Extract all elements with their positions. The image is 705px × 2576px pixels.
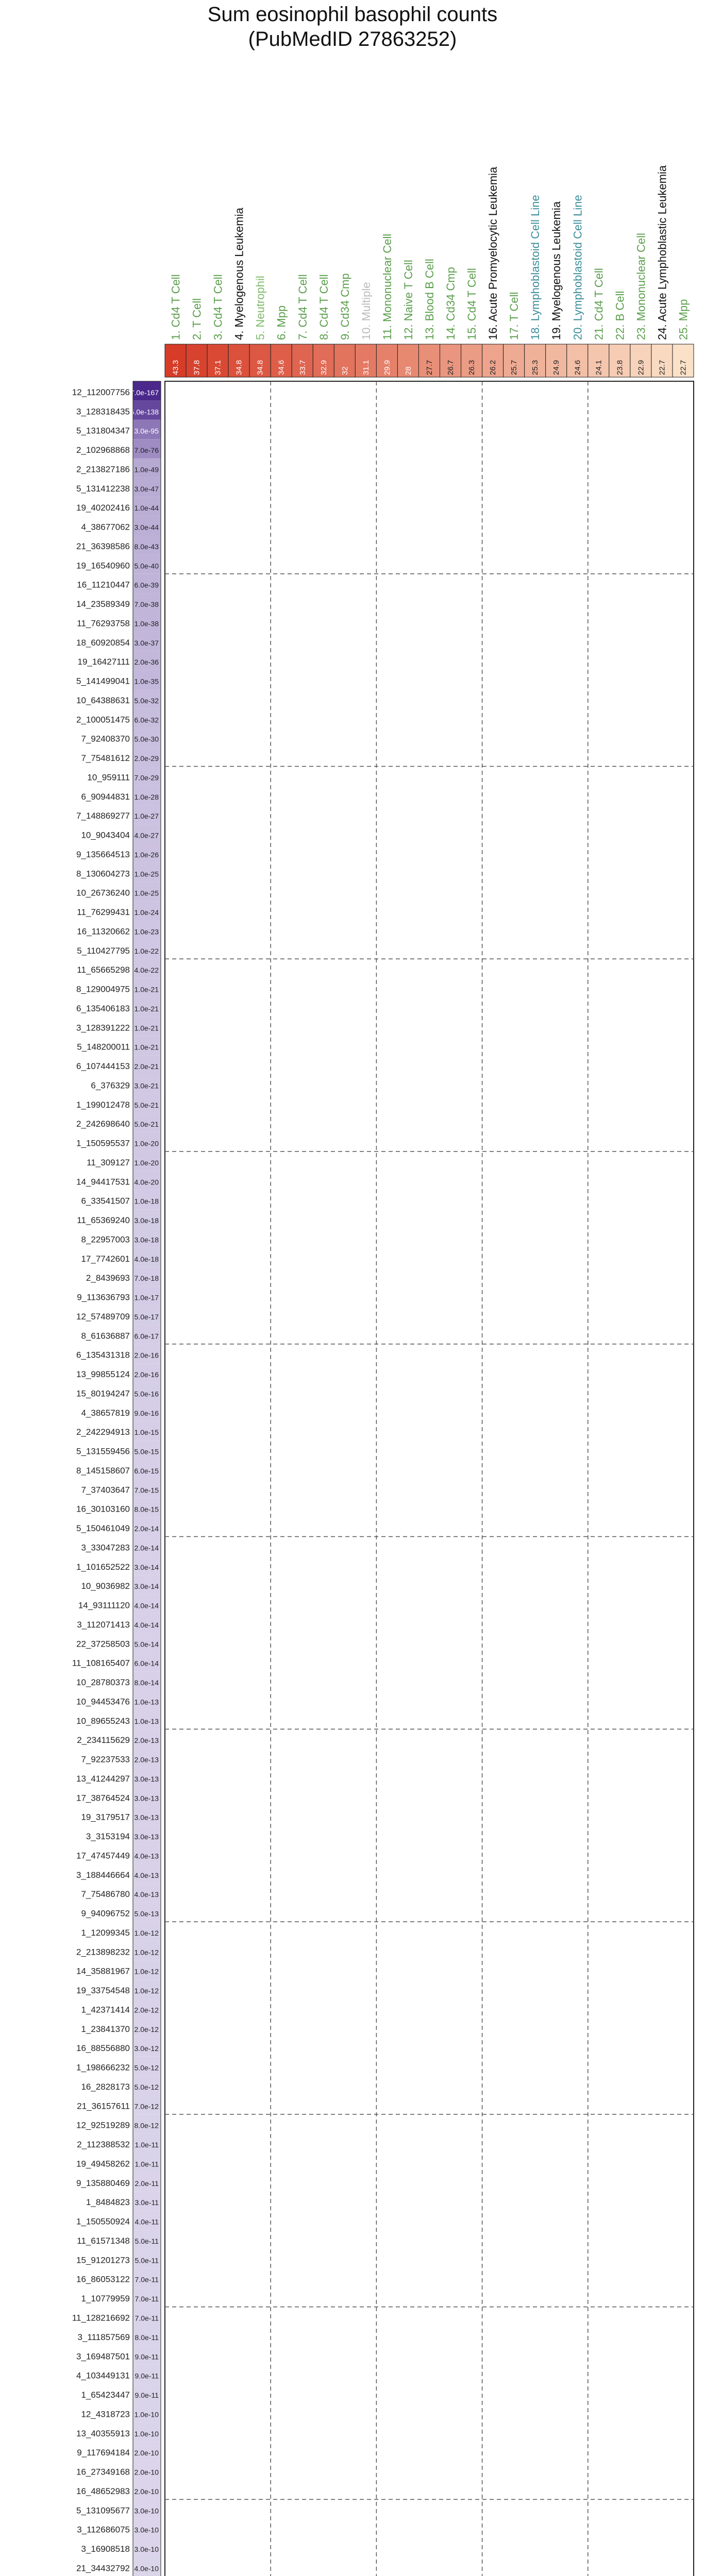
p-value-label: 1.0e-12 bbox=[134, 1967, 159, 1976]
p-value-label: 1.0e-24 bbox=[134, 908, 159, 917]
column-label: 2. T Cell bbox=[190, 298, 204, 340]
row-label: 6_135406183 bbox=[76, 1003, 130, 1013]
p-value-label: 7.0e-12 bbox=[134, 2102, 159, 2111]
p-value-label: 3.0e-13 bbox=[134, 1813, 159, 1822]
row-label: 11_65369240 bbox=[77, 1215, 130, 1226]
p-value-label: 4.0e-27 bbox=[134, 831, 159, 840]
row-label: 4_38677062 bbox=[81, 522, 130, 532]
p-value-label: 2.0e-14 bbox=[134, 1524, 159, 1533]
row-label: 8_22957003 bbox=[81, 1234, 130, 1245]
column-label: 3. Cd4 T Cell bbox=[211, 274, 225, 340]
row-label: 1_199012478 bbox=[76, 1099, 130, 1110]
row-label: 2_213827186 bbox=[76, 464, 130, 474]
p-value-label: 1.0e-21 bbox=[134, 1043, 159, 1052]
p-value-label: 5.0e-15 bbox=[134, 1447, 159, 1456]
p-value-label: 2.0e-13 bbox=[134, 1755, 159, 1764]
row-label: 8_145158607 bbox=[76, 1465, 130, 1476]
row-label: 3_169487501 bbox=[76, 2351, 130, 2362]
column-label: 10. Multiple bbox=[359, 282, 373, 340]
p-value-label: 1.0e-26 bbox=[134, 850, 159, 859]
row-label: 14_35881967 bbox=[76, 1966, 130, 1976]
p-value-label: 3.0e-14 bbox=[134, 1563, 159, 1571]
row-label: 16_2828173 bbox=[81, 2081, 130, 2092]
column-score-label: 22.7 bbox=[658, 360, 667, 375]
row-label: 7_92408370 bbox=[81, 734, 130, 744]
row-label: 1_8484823 bbox=[86, 2197, 130, 2208]
row-label: 19_49458262 bbox=[76, 2159, 130, 2169]
row-label: 5_148200011 bbox=[77, 1042, 130, 1052]
p-value-label: 1.0e-18 bbox=[134, 1197, 159, 1206]
p-value-label: 7.0e-38 bbox=[134, 600, 159, 609]
row-label: 11_61571348 bbox=[77, 2235, 130, 2246]
p-value-label: 3.0e-47 bbox=[134, 484, 159, 493]
p-value-label: 1.0e-12 bbox=[134, 1948, 159, 1957]
row-label: 17_47457449 bbox=[76, 1851, 130, 1861]
row-label: 11_108165407 bbox=[72, 1658, 130, 1668]
row-label: 12_4318723 bbox=[81, 2409, 130, 2419]
p-value-label: 1.0e-25 bbox=[134, 889, 159, 897]
column-label: 4. Myelogenous Leukemia bbox=[232, 208, 246, 340]
chart-title-line-1: Sum eosinophil basophil counts bbox=[207, 3, 498, 26]
row-label: 12_92519289 bbox=[76, 2120, 130, 2130]
row-label: 16_48652983 bbox=[76, 2486, 130, 2496]
row-label: 5_131095677 bbox=[76, 2505, 130, 2516]
p-value-label: 9.0e-11 bbox=[135, 2391, 159, 2400]
p-value-label: 2.0e-13 bbox=[134, 1736, 159, 1745]
row-label: 1_23841370 bbox=[81, 2024, 130, 2034]
column-label: 21. Cd4 T Cell bbox=[592, 268, 606, 340]
row-label: 5_141499041 bbox=[76, 676, 130, 686]
row-label: 17_38764524 bbox=[76, 1793, 130, 1803]
p-value-label: 9.0e-11 bbox=[135, 2352, 159, 2361]
row-label: 1_12099345 bbox=[81, 1927, 130, 1938]
p-value-label: 7.0e-18 bbox=[134, 1274, 159, 1283]
p-value-label: 3.0e-14 bbox=[134, 1582, 159, 1591]
row-label: 5_131559456 bbox=[76, 1446, 130, 1456]
row-label: 1_10779959 bbox=[81, 2294, 130, 2304]
row-label: 7_92237533 bbox=[81, 1754, 130, 1765]
row-label: 21_36398586 bbox=[76, 541, 130, 551]
p-value-label: 3.0e-11 bbox=[135, 2198, 159, 2207]
row-label: 5_131804347 bbox=[76, 426, 130, 436]
row-label: 21_36157611 bbox=[77, 2101, 130, 2111]
p-value-label: 4.0e-13 bbox=[134, 1890, 159, 1899]
p-value-label: 3.0e-44 bbox=[134, 523, 159, 532]
p-value-label: 1.0e-13 bbox=[134, 1717, 159, 1725]
p-value-label: 6.0e-15 bbox=[134, 1466, 159, 1475]
column-score-label: 24.6 bbox=[573, 360, 582, 375]
column-score-label: 23.8 bbox=[615, 360, 625, 375]
p-value-label: 4.0e-13 bbox=[134, 1852, 159, 1860]
p-value-label: 1.0e-20 bbox=[134, 1158, 159, 1167]
row-label: 6_90944831 bbox=[81, 791, 130, 802]
row-label: 19_33754548 bbox=[76, 1986, 130, 1996]
p-value-label: 1.0e-21 bbox=[134, 985, 159, 994]
row-label: 16_88556880 bbox=[76, 2043, 130, 2054]
column-label: 16. Acute Promyelocytic Leukemia bbox=[486, 166, 500, 340]
row-label: 11_76293758 bbox=[77, 618, 130, 629]
p-value-label: 4.0e-18 bbox=[134, 1255, 159, 1263]
row-label: 10_64388631 bbox=[76, 695, 130, 705]
row-label: 3_128391222 bbox=[76, 1023, 130, 1033]
column-label: 19. Myelogenous Leukemia bbox=[550, 201, 563, 340]
p-value-label: 9.0e-16 bbox=[134, 1409, 159, 1417]
column-label: 11. Mononuclear Cell bbox=[380, 233, 394, 340]
p-value-label: 7.0e-29 bbox=[134, 773, 159, 782]
p-value-label: 3.0e-18 bbox=[134, 1235, 159, 1244]
p-value-label: 2.0e-14 bbox=[134, 1544, 159, 1552]
column-label: 23. Mononuclear Cell bbox=[634, 233, 648, 340]
row-label: 2_242294913 bbox=[76, 1427, 130, 1437]
p-value-label: 2.0e-11 bbox=[135, 2179, 159, 2188]
row-label: 1_42371414 bbox=[81, 2005, 130, 2015]
row-label: 22_37258503 bbox=[76, 1639, 130, 1649]
row-label: 7_75481612 bbox=[81, 753, 130, 764]
row-label: 19_16540960 bbox=[76, 561, 130, 571]
p-value-label: 9.0e-11 bbox=[135, 2371, 159, 2380]
p-value-label: 4.0e-20 bbox=[134, 1178, 159, 1187]
row-label: 7_37403647 bbox=[81, 1485, 130, 1495]
row-label: 1_101652522 bbox=[76, 1562, 130, 1572]
p-value-label: 5.0e-17 bbox=[134, 1312, 159, 1321]
row-label: 10_26736240 bbox=[76, 888, 130, 898]
p-value-label: 1.0e-49 bbox=[134, 465, 159, 474]
column-score-label: 26.3 bbox=[467, 360, 477, 375]
column-score-label: 33.7 bbox=[298, 360, 307, 375]
p-value-label: 5.0e-138 bbox=[130, 408, 159, 416]
row-label: 11_128216692 bbox=[72, 2313, 130, 2323]
column-label: 22. B Cell bbox=[613, 291, 627, 340]
row-label: 19_40202416 bbox=[76, 503, 130, 513]
row-label: 14_93111120 bbox=[78, 1600, 130, 1611]
row-label: 9_135664513 bbox=[76, 849, 130, 859]
p-value-label: 2.0e-16 bbox=[134, 1370, 159, 1379]
row-label: 16_86053122 bbox=[76, 2274, 130, 2284]
row-label: 6_107444153 bbox=[76, 1061, 130, 1072]
row-label: 10_9043404 bbox=[81, 830, 130, 840]
p-value-label: 4.0e-14 bbox=[134, 1620, 159, 1629]
p-value-label: 3.0e-37 bbox=[134, 638, 159, 647]
p-value-label: 5.0e-32 bbox=[134, 696, 159, 705]
row-label: 10_28780373 bbox=[76, 1677, 130, 1688]
row-label: 11_65665298 bbox=[77, 965, 130, 975]
row-label: 13_40355913 bbox=[76, 2428, 130, 2438]
p-value-label: 4.0e-13 bbox=[134, 1871, 159, 1879]
p-value-label: 1.0e-17 bbox=[134, 1293, 159, 1302]
p-value-label: 1.0e-15 bbox=[134, 1428, 159, 1437]
row-label: 9_117694184 bbox=[77, 2448, 130, 2458]
row-label: 3_188446664 bbox=[76, 1870, 130, 1880]
p-value-label: 8.0e-15 bbox=[134, 1505, 159, 1514]
row-label: 16_27349168 bbox=[76, 2467, 130, 2477]
column-score-label: 32.9 bbox=[319, 360, 328, 375]
p-value-label: 3.0e-10 bbox=[134, 2545, 159, 2554]
row-label: 3_128318435 bbox=[76, 406, 130, 417]
p-value-label: 5.0e-13 bbox=[134, 1909, 159, 1918]
row-label: 4_38657819 bbox=[81, 1408, 130, 1418]
column-score-label: 26.7 bbox=[446, 360, 456, 375]
column-label: 15. Cd4 T Cell bbox=[465, 268, 479, 340]
p-value-label: 5.0e-11 bbox=[135, 2256, 159, 2265]
column-score-label: 34.8 bbox=[256, 360, 265, 375]
p-value-label: 1.0e-44 bbox=[134, 504, 159, 513]
column-score-label: 27.7 bbox=[425, 360, 434, 375]
p-value-label: 8.0e-43 bbox=[134, 542, 159, 551]
row-label: 1_198666232 bbox=[76, 2062, 130, 2073]
chart-title-line-2: (PubMedID 27863252) bbox=[248, 28, 457, 50]
p-value-label: 4.0e-14 bbox=[134, 1601, 159, 1610]
p-value-label: 1.0e-23 bbox=[134, 927, 159, 936]
p-value-label: 1.0e-12 bbox=[134, 1928, 159, 1937]
column-score-label: 25.7 bbox=[510, 360, 519, 375]
p-value-label: 4.0e-22 bbox=[134, 966, 159, 975]
row-label: 3_111857569 bbox=[77, 2332, 130, 2342]
row-label: 15_80194247 bbox=[76, 1388, 130, 1399]
p-value-label: 3.0e-18 bbox=[134, 1216, 159, 1225]
row-label: 2_242698640 bbox=[76, 1119, 130, 1129]
row-label: 5_150461049 bbox=[76, 1523, 130, 1534]
row-label: 1_150595537 bbox=[76, 1138, 130, 1148]
column-score-label: 34.8 bbox=[234, 360, 244, 375]
p-value-label: 6.0e-14 bbox=[134, 1659, 159, 1668]
p-value-label: 5.0e-12 bbox=[134, 2063, 159, 2072]
p-value-label: 1.0e-12 bbox=[134, 1987, 159, 1995]
p-value-label: 1.0e-35 bbox=[134, 677, 159, 686]
p-value-label: 5.0e-12 bbox=[134, 2082, 159, 2091]
row-label: 8_130604273 bbox=[76, 869, 130, 879]
p-value-label: 5.0e-16 bbox=[134, 1389, 159, 1398]
row-label: 11_76299431 bbox=[77, 907, 130, 918]
row-label: 2_112388532 bbox=[77, 2140, 130, 2150]
row-label: 16_11320662 bbox=[77, 926, 130, 937]
row-label: 2_8439693 bbox=[86, 1273, 130, 1283]
p-value-label: 3.0e-13 bbox=[134, 1774, 159, 1783]
column-score-label: 34.6 bbox=[277, 360, 286, 375]
p-value-label: 2.0e-12 bbox=[134, 2006, 159, 2014]
row-label: 12_57489709 bbox=[76, 1311, 130, 1321]
p-value-label: 1.0e-22 bbox=[134, 946, 159, 955]
row-label: 6_376329 bbox=[91, 1080, 130, 1091]
p-value-label: 1.0e-11 bbox=[135, 2141, 159, 2149]
row-label: 8_129004975 bbox=[76, 984, 130, 994]
row-label: 21_34432792 bbox=[76, 2563, 130, 2573]
column-label: 6. Mpp bbox=[275, 305, 288, 340]
row-label: 5_110427795 bbox=[77, 945, 130, 956]
p-value-label: 5.0e-14 bbox=[134, 1640, 159, 1649]
row-label: 2_213898232 bbox=[76, 1947, 130, 1957]
p-value-label: 7.0e-167 bbox=[130, 388, 159, 397]
p-value-label: 3.0e-13 bbox=[134, 1794, 159, 1803]
column-label: 7. Cd4 T Cell bbox=[296, 274, 309, 340]
column-label: 13. Blood B Cell bbox=[423, 259, 436, 340]
column-label: 20. Lymphoblastoid Cell Line bbox=[571, 195, 584, 340]
row-label: 3_112071413 bbox=[77, 1619, 130, 1630]
p-value-label: 3.0e-10 bbox=[134, 2506, 159, 2515]
row-label: 11_309127 bbox=[87, 1157, 130, 1167]
p-value-label: 2.0e-16 bbox=[134, 1351, 159, 1360]
column-score-label: 37.1 bbox=[213, 360, 223, 375]
row-label: 16_30103160 bbox=[76, 1504, 130, 1514]
row-label: 14_23589349 bbox=[76, 599, 130, 609]
row-label: 2_102968868 bbox=[76, 445, 130, 455]
row-label: 7_75486780 bbox=[81, 1889, 130, 1900]
row-label: 9_135880469 bbox=[76, 2178, 130, 2188]
p-value-label: 2.0e-10 bbox=[134, 2449, 159, 2458]
column-label: 18. Lymphoblastoid Cell Line bbox=[529, 195, 542, 340]
column-label: 1. Cd4 T Cell bbox=[169, 274, 182, 340]
column-score-label: 37.8 bbox=[192, 360, 202, 375]
row-label: 15_91201273 bbox=[76, 2255, 130, 2265]
row-label: 13_41244297 bbox=[76, 1773, 130, 1784]
row-label: 17_7742601 bbox=[81, 1253, 130, 1264]
p-value-label: 5.0e-40 bbox=[134, 562, 159, 570]
row-label: 3_16908518 bbox=[81, 2544, 130, 2554]
p-value-label: 6.0e-17 bbox=[134, 1332, 159, 1341]
p-value-label: 3.0e-10 bbox=[134, 2526, 159, 2534]
row-label: 9_94096752 bbox=[81, 1908, 130, 1919]
row-label: 18_60920854 bbox=[76, 637, 130, 648]
column-label: 12. Naive T Cell bbox=[401, 260, 415, 340]
p-value-label: 7.0e-11 bbox=[135, 2295, 159, 2303]
p-value-label: 6.0e-39 bbox=[134, 581, 159, 589]
row-label: 10_959111 bbox=[87, 772, 130, 783]
column-score-label: 43.3 bbox=[171, 360, 180, 375]
column-label: 24. Acute Lymphoblastic Leukemia bbox=[656, 165, 669, 340]
p-value-label: 7.0e-11 bbox=[135, 2314, 159, 2323]
p-value-label: 6.0e-32 bbox=[134, 716, 159, 724]
p-value-label: 2.0e-29 bbox=[134, 754, 159, 763]
column-score-label: 22.9 bbox=[636, 360, 646, 375]
column-label: 5. Neutrophil bbox=[254, 276, 267, 340]
column-score-label: 31.1 bbox=[361, 360, 371, 375]
column-label: 25. Mpp bbox=[677, 299, 690, 340]
p-value-label: 1.0e-10 bbox=[134, 2429, 159, 2438]
column-score-label: 22.7 bbox=[679, 360, 688, 375]
p-value-label: 5.0e-11 bbox=[135, 2236, 159, 2245]
row-label: 3_33047283 bbox=[81, 1543, 130, 1553]
column-label: 8. Cd4 T Cell bbox=[317, 274, 330, 340]
p-value-label: 7.0e-15 bbox=[134, 1486, 159, 1495]
p-value-label: 4.0e-10 bbox=[134, 2564, 159, 2573]
p-value-label: 3.0e-95 bbox=[134, 427, 159, 435]
column-label: 9. Cd34 Cmp bbox=[338, 273, 351, 340]
column-label: 14. Cd34 Cmp bbox=[444, 267, 458, 340]
p-value-label: 2.0e-10 bbox=[134, 2468, 159, 2477]
column-score-label: 29.9 bbox=[382, 360, 392, 375]
row-label: 10_9036982 bbox=[81, 1581, 130, 1591]
p-value-label: 2.0e-21 bbox=[134, 1062, 159, 1071]
row-label: 10_94453476 bbox=[76, 1697, 130, 1707]
row-label: 4_103449131 bbox=[76, 2370, 130, 2381]
row-label: 2_100051475 bbox=[76, 715, 130, 725]
row-label: 1_150550924 bbox=[76, 2216, 130, 2227]
p-value-label: 5.0e-21 bbox=[134, 1100, 159, 1109]
row-label: 6_33541507 bbox=[81, 1196, 130, 1206]
row-label: 3_112686075 bbox=[77, 2524, 130, 2535]
row-label: 9_113636793 bbox=[77, 1292, 130, 1302]
p-value-label: 3.0e-12 bbox=[134, 2044, 159, 2053]
p-value-label: 2.0e-10 bbox=[134, 2487, 159, 2496]
column-score-label: 25.3 bbox=[531, 360, 540, 375]
row-label: 8_61636887 bbox=[81, 1331, 130, 1341]
column-score-label: 26.2 bbox=[489, 360, 498, 375]
p-value-label: 1.0e-10 bbox=[134, 2410, 159, 2419]
p-value-label: 2.0e-12 bbox=[134, 2025, 159, 2033]
row-label: 16_11210447 bbox=[77, 580, 130, 590]
p-value-label: 1.0e-28 bbox=[134, 792, 159, 801]
row-label: 13_99855124 bbox=[76, 1369, 130, 1380]
column-score-label: 32 bbox=[340, 366, 349, 375]
row-label: 14_94417531 bbox=[76, 1177, 130, 1187]
row-label: 10_89655243 bbox=[76, 1716, 130, 1726]
p-value-label: 8.0e-12 bbox=[134, 2121, 159, 2130]
p-value-label: 5.0e-21 bbox=[134, 1120, 159, 1129]
row-label: 2_234115629 bbox=[77, 1735, 130, 1745]
p-value-label: 1.0e-21 bbox=[134, 1004, 159, 1013]
column-score-label: 24.1 bbox=[594, 360, 603, 375]
row-label: 3_3153194 bbox=[86, 1832, 130, 1842]
p-value-label: 1.0e-11 bbox=[135, 2160, 159, 2168]
row-label: 19_16427111 bbox=[77, 657, 130, 667]
p-value-label: 1.0e-20 bbox=[134, 1139, 159, 1148]
p-value-label: 1.0e-38 bbox=[134, 619, 159, 628]
row-label: 19_3179517 bbox=[81, 1812, 130, 1822]
row-label: 6_135431318 bbox=[76, 1350, 130, 1360]
row-label: 12_112007756 bbox=[72, 387, 130, 397]
row-label: 5_131412238 bbox=[76, 483, 130, 494]
p-value-label: 3.0e-13 bbox=[134, 1833, 159, 1841]
p-value-label: 1.0e-13 bbox=[134, 1698, 159, 1706]
p-value-label: 1.0e-25 bbox=[134, 870, 159, 878]
heatmap-border bbox=[165, 381, 694, 2576]
p-value-label: 1.0e-27 bbox=[134, 812, 159, 821]
row-label: 7_148869277 bbox=[76, 811, 130, 821]
p-value-label: 5.0e-30 bbox=[134, 735, 159, 743]
row-label: 1_65423447 bbox=[81, 2390, 130, 2400]
p-value-label: 3.0e-21 bbox=[134, 1081, 159, 1090]
p-value-label: 4.0e-11 bbox=[135, 2217, 159, 2226]
p-value-label: 2.0e-36 bbox=[134, 658, 159, 667]
p-value-label: 1.0e-21 bbox=[134, 1024, 159, 1032]
p-value-label: 7.0e-76 bbox=[134, 446, 159, 455]
column-score-label: 24.9 bbox=[552, 360, 561, 375]
p-value-label: 8.0e-11 bbox=[135, 2333, 159, 2342]
p-value-label: 8.0e-14 bbox=[134, 1679, 159, 1687]
column-label: 17. T Cell bbox=[508, 292, 521, 340]
column-score-label: 28 bbox=[404, 366, 413, 375]
p-value-label: 7.0e-11 bbox=[135, 2275, 159, 2284]
